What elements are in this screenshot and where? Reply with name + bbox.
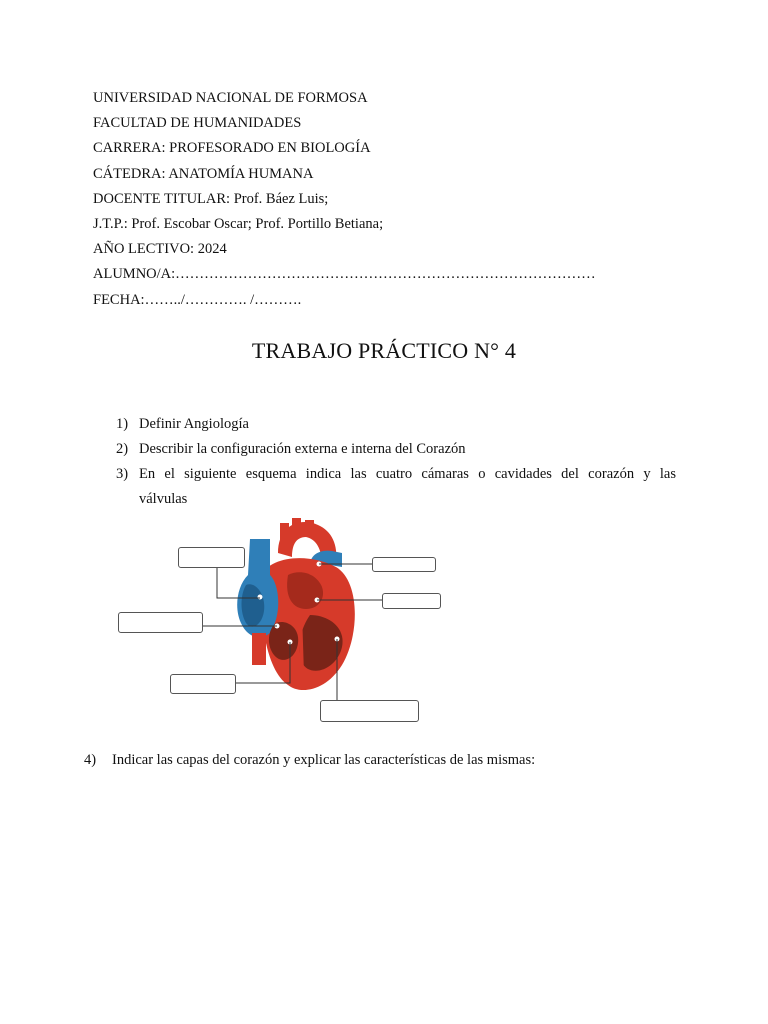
label-box-4[interactable] bbox=[118, 612, 203, 633]
question-number: 4) bbox=[84, 752, 97, 768]
label-box-5[interactable] bbox=[170, 674, 236, 694]
header-professor: DOCENTE TITULAR: Prof. Báez Luis; bbox=[93, 190, 329, 207]
question-number: 3) bbox=[116, 466, 129, 482]
header-chair: CÁTEDRA: ANATOMÍA HUMANA bbox=[93, 165, 314, 182]
document-header bbox=[93, 86, 596, 313]
question-text: Describir la configuración externa e interna del Corazón bbox=[139, 441, 466, 457]
question-text-line2: válvulas bbox=[139, 491, 188, 507]
label-box-6[interactable] bbox=[320, 700, 419, 722]
page-title: TRABAJO PRÁCTICO N° 4 bbox=[251, 338, 517, 363]
question-3 bbox=[116, 462, 676, 512]
question-list bbox=[116, 412, 676, 512]
header-year: AÑO LECTIVO: 2024 bbox=[93, 241, 227, 258]
question-number: 1) bbox=[116, 416, 129, 432]
header-date: FECHA:……../…………. /………. bbox=[93, 291, 302, 308]
label-box-1[interactable] bbox=[178, 547, 245, 568]
header-career: CARRERA: PROFESORADO EN BIOLOGÍA bbox=[93, 140, 371, 157]
header-faculty: FACULTAD DE HUMANIDADES bbox=[93, 115, 302, 132]
question-4 bbox=[84, 750, 535, 770]
header-student: ALUMNO/A:…………………………………………………………………………… bbox=[93, 266, 596, 283]
question-2 bbox=[116, 437, 676, 462]
header-university: UNIVERSIDAD NACIONAL DE FORMOSA bbox=[93, 90, 368, 106]
question-text: Indicar las capas del corazón y explicar las características de las mismas: bbox=[112, 752, 536, 768]
label-box-3[interactable] bbox=[382, 593, 441, 609]
label-box-2[interactable] bbox=[372, 557, 436, 572]
question-text: Definir Angiología bbox=[139, 416, 249, 432]
question-1 bbox=[116, 412, 676, 437]
question-text-line1: En el siguiente esquema indica las cuatro cámaras o cavidades del corazón y las bbox=[139, 466, 676, 482]
header-jtp: J.T.P.: Prof. Escobar Oscar; Prof. Portillo Betiana; bbox=[93, 216, 384, 233]
question-number: 2) bbox=[116, 441, 129, 457]
